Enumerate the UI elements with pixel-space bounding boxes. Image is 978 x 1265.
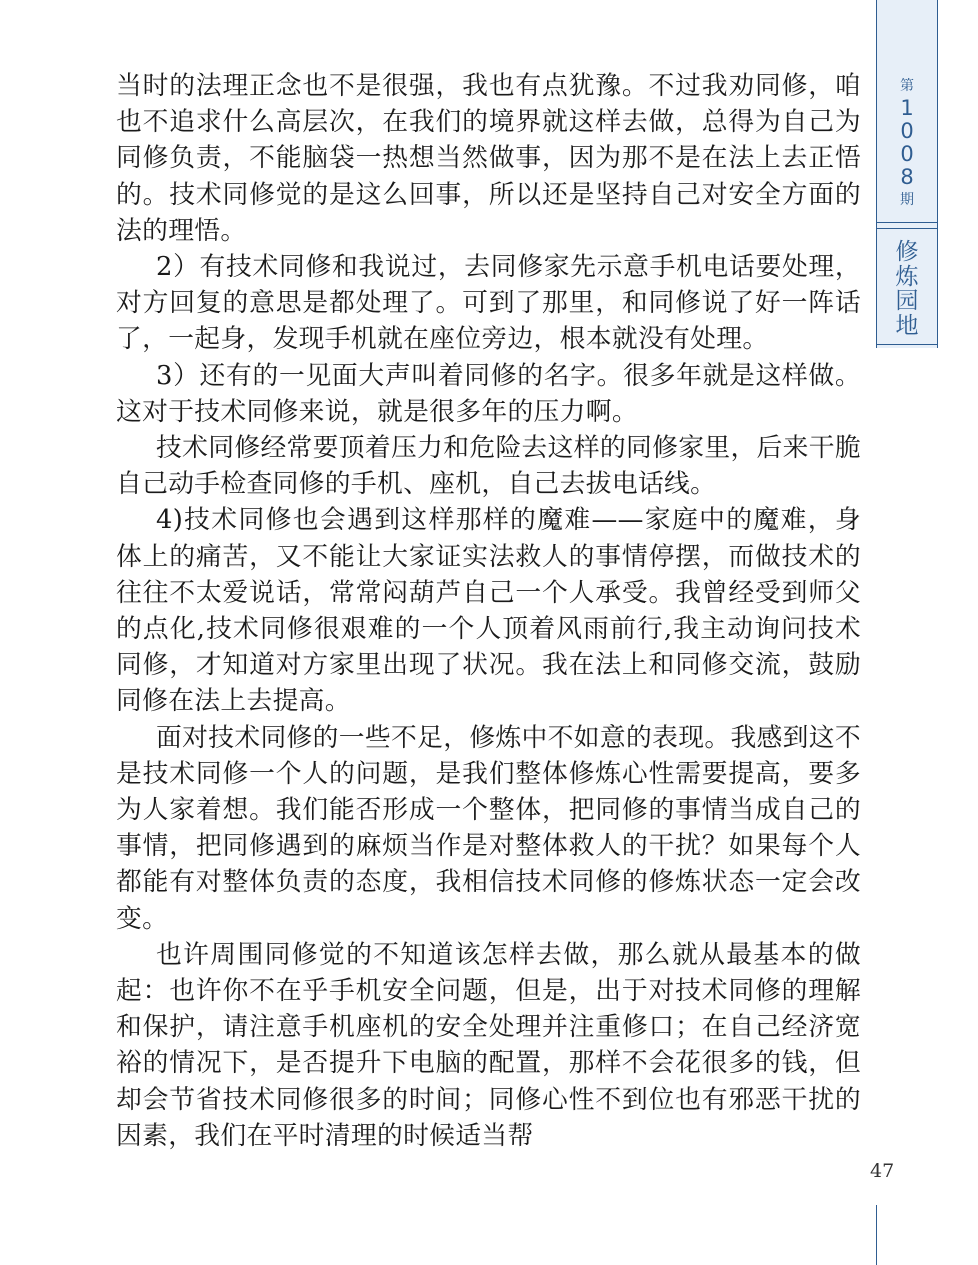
issue-digit: 1: [900, 96, 914, 120]
paragraph: 面对技术同修的一些不足，修炼中不如意的表现。我感到这不是技术同修一个人的问题，是我们整体修炼心性需要提高，要多为人家着想。我们能否形成一个整体，把同修的事情当成自己的事情，把同修遇到的麻烦当作是对整体救人的干扰？如果每个人都能有对整体负责的态度，我相信技术同修的修炼状态一定会改变。: [116, 722, 861, 934]
paragraph: 3）还有的一见面大声叫着同修的名字。很多年就是这样做。这对于技术同修来说，就是很多年的压力啊。: [116, 360, 861, 427]
paragraph: 2）有技术同修和我说过，去同修家先示意手机电话要处理，对方回复的意思是都处理了。可到了那里，和同修说了好一阵话了，一起身，发现手机就在座位旁边，根本就没有处理。: [116, 252, 861, 355]
page-number: 47: [870, 1160, 895, 1182]
section-title: [877, 240, 937, 338]
issue-suffix: 期: [900, 192, 914, 208]
issue-prefix: 第: [900, 78, 914, 94]
sidebar-divider: [877, 222, 937, 223]
issue-number: [877, 75, 937, 211]
paragraph: 也许周围同修觉的不知道该怎样去做，那么就从最基本的做起：也许你不在乎手机安全问题，但是，出于对技术同修的理解和保护，请注意手机座机的安全处理并注重修口；在自己经济宽裕的情况下，是否提升下电脑的配置，那样不会花很多的钱，但却会节省技术同修很多的时间；同修心性不到位也有邪恶干扰的因素，我们在平时清理的时候适当帮: [116, 939, 861, 1151]
margin-rule: [876, 1205, 877, 1265]
section-char: 修: [895, 239, 919, 265]
issue-digit: 8: [900, 165, 914, 189]
issue-digit: 0: [900, 142, 914, 166]
section-char: 炼: [895, 263, 919, 290]
issue-sidebar: [876, 0, 938, 348]
section-char: 园: [895, 288, 919, 314]
section-char: 地: [895, 312, 919, 339]
issue-digit: 0: [900, 119, 914, 143]
paragraph: 4)技术同修也会遇到这样那样的魔难——家庭中的魔难，身体上的痛苦，又不能让大家证实法救人的事情停摆，而做技术的往往不太爱说话，常常闷葫芦自己一个人承受。我曾经受到师父的点化,技术同修很艰难的一个人顶着风雨前行,我主动询问技术同修，才知道对方家里出现了状况。我在法上和同修交流，鼓励同修在法上去提高。: [116, 505, 861, 717]
sidebar-divider: [877, 344, 937, 345]
sidebar-divider: [877, 228, 937, 229]
body-text: [116, 68, 861, 1154]
paragraph: 当时的法理正念也不是很强，我也有点犹豫。不过我劝同修，咱也不追求什么高层次，在我们的境界就这样去做，总得为自己为同修负责，不能脑袋一热想当然做事，因为那不是在法上去正悟的。技术同修觉的是这么回事，所以还是坚持自己对安全方面的法的理悟。: [116, 71, 861, 246]
paragraph: 技术同修经常要顶着压力和危险去这样的同修家里，后来干脆自己动手检查同修的手机、座机，自己去拔电话线。: [116, 433, 861, 500]
